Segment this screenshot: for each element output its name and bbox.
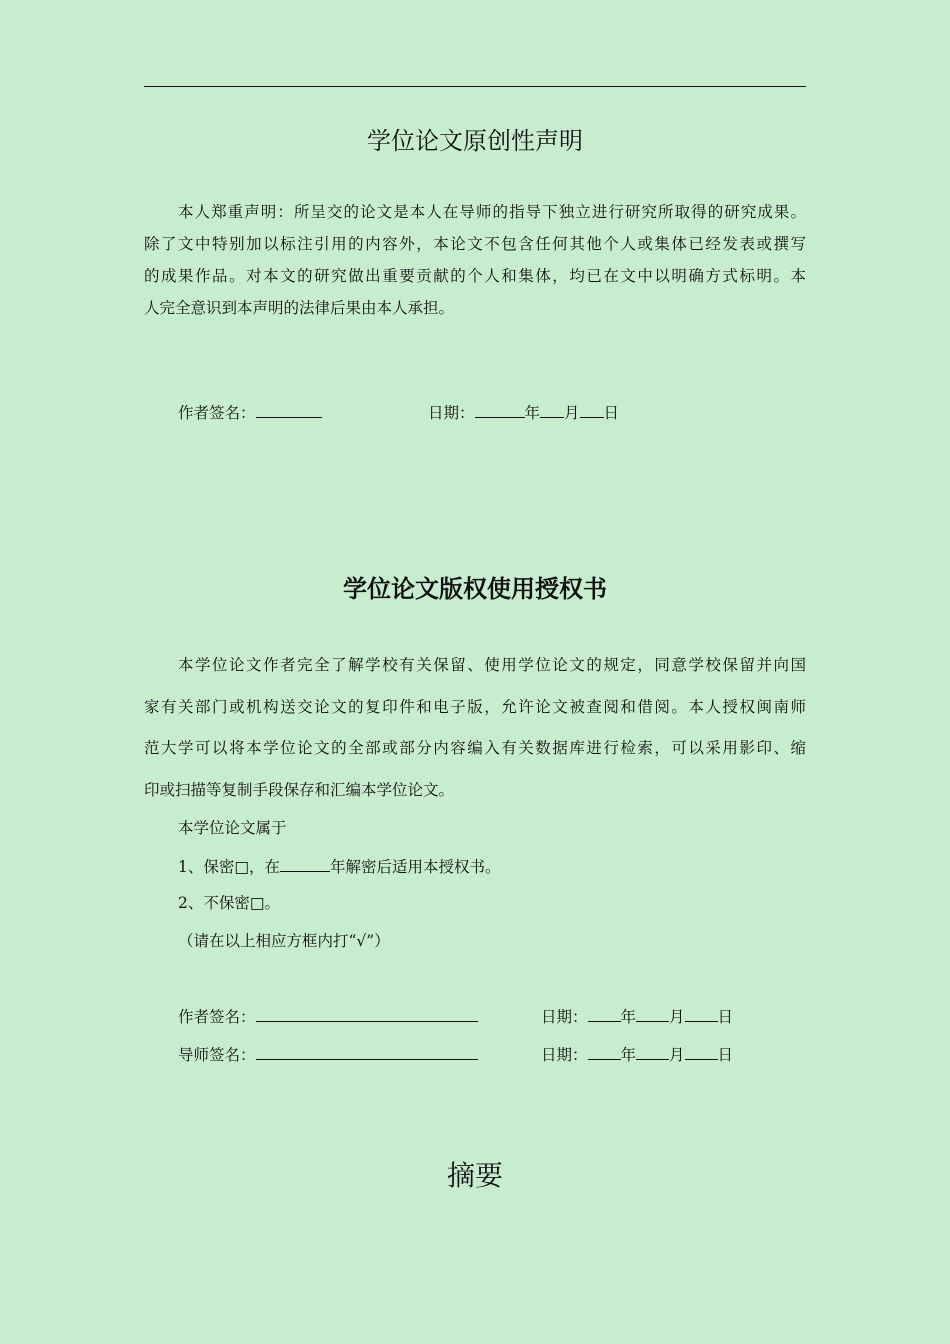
copyright-line: 范大学可以将本学位论文的全部或部分内容编入有关数据库进行检索，可以采用影印、缩 bbox=[144, 739, 806, 757]
originality-line: 人完全意识到本声明的法律后果由本人承担。 bbox=[144, 299, 455, 317]
month-field[interactable] bbox=[540, 402, 564, 418]
originality-author-signature bbox=[178, 402, 322, 423]
day-label: 日 bbox=[717, 1008, 734, 1026]
author-sign-field[interactable] bbox=[256, 402, 322, 418]
supervisor-sign-label: 导师签名： bbox=[178, 1046, 256, 1064]
option-not-confidential[interactable]: 2、不保密□。 bbox=[178, 894, 281, 912]
date-label: 日期： bbox=[541, 1046, 588, 1064]
author-sign-field[interactable] bbox=[256, 1006, 478, 1022]
day-field[interactable] bbox=[685, 1006, 718, 1022]
month-label: 月 bbox=[669, 1008, 685, 1026]
belongs-text: 本学位论文属于 bbox=[178, 819, 287, 837]
header-rule bbox=[144, 86, 806, 87]
year-label: 年 bbox=[620, 1046, 637, 1064]
day-label: 日 bbox=[717, 1046, 734, 1064]
month-label: 月 bbox=[669, 1046, 685, 1064]
originality-line: 本人郑重声明：所呈交的论文是本人在导师的指导下独立进行研究所取得的研究成果。 bbox=[178, 203, 806, 221]
author-date bbox=[541, 1006, 733, 1027]
day-label: 日 bbox=[603, 404, 620, 422]
date-label: 日期： bbox=[541, 1008, 588, 1026]
month-field[interactable] bbox=[636, 1006, 669, 1022]
copyright-author-signature bbox=[178, 1006, 478, 1027]
year-field[interactable] bbox=[475, 402, 525, 418]
supervisor-sign-field[interactable] bbox=[256, 1044, 478, 1060]
copyright-line: 印或扫描等复制手段保存和汇编本学位论文。 bbox=[144, 781, 455, 799]
day-field[interactable] bbox=[685, 1044, 718, 1060]
originality-line: 除了文中特别加以标注引用的内容外，本论文不包含任何其他个人或集体已经发表或撰写 bbox=[144, 235, 806, 253]
copyright-title: 学位论文版权使用授权书 bbox=[343, 575, 607, 603]
author-sign-label: 作者签名： bbox=[178, 1008, 256, 1026]
option-confidential-suffix: 年解密后适用本授权书。 bbox=[330, 858, 501, 876]
year-label: 年 bbox=[620, 1008, 637, 1026]
abstract-title: 摘要 bbox=[446, 1159, 503, 1192]
supervisor-signature bbox=[178, 1044, 478, 1065]
year-field[interactable] bbox=[588, 1044, 621, 1060]
originality-line: 的成果作品。对本文的研究做出重要贡献的个人和集体，均已在文中以明确方式标明。本 bbox=[144, 267, 806, 285]
originality-date bbox=[428, 402, 619, 423]
year-field[interactable] bbox=[588, 1006, 621, 1022]
date-label: 日期： bbox=[428, 404, 475, 422]
author-sign-label: 作者签名： bbox=[178, 404, 256, 422]
check-note: （请在以上相应方框内打“√”） bbox=[178, 932, 390, 950]
declassify-year-field[interactable] bbox=[280, 856, 330, 872]
copyright-line: 家有关部门或机构送交论文的复印件和电子版，允许论文被查阅和借阅。本人授权闽南师 bbox=[144, 698, 806, 716]
supervisor-date bbox=[541, 1044, 733, 1065]
copyright-line: 本学位论文作者完全了解学校有关保留、使用学位论文的规定，同意学校保留并向国 bbox=[178, 656, 806, 674]
option-confidential[interactable] bbox=[178, 856, 501, 877]
month-field[interactable] bbox=[636, 1044, 669, 1060]
originality-title: 学位论文原创性声明 bbox=[367, 127, 583, 155]
option-confidential-label: 1、保密□，在 bbox=[178, 858, 281, 876]
year-label: 年 bbox=[524, 404, 541, 422]
day-field[interactable] bbox=[580, 402, 604, 418]
month-label: 月 bbox=[564, 404, 580, 422]
